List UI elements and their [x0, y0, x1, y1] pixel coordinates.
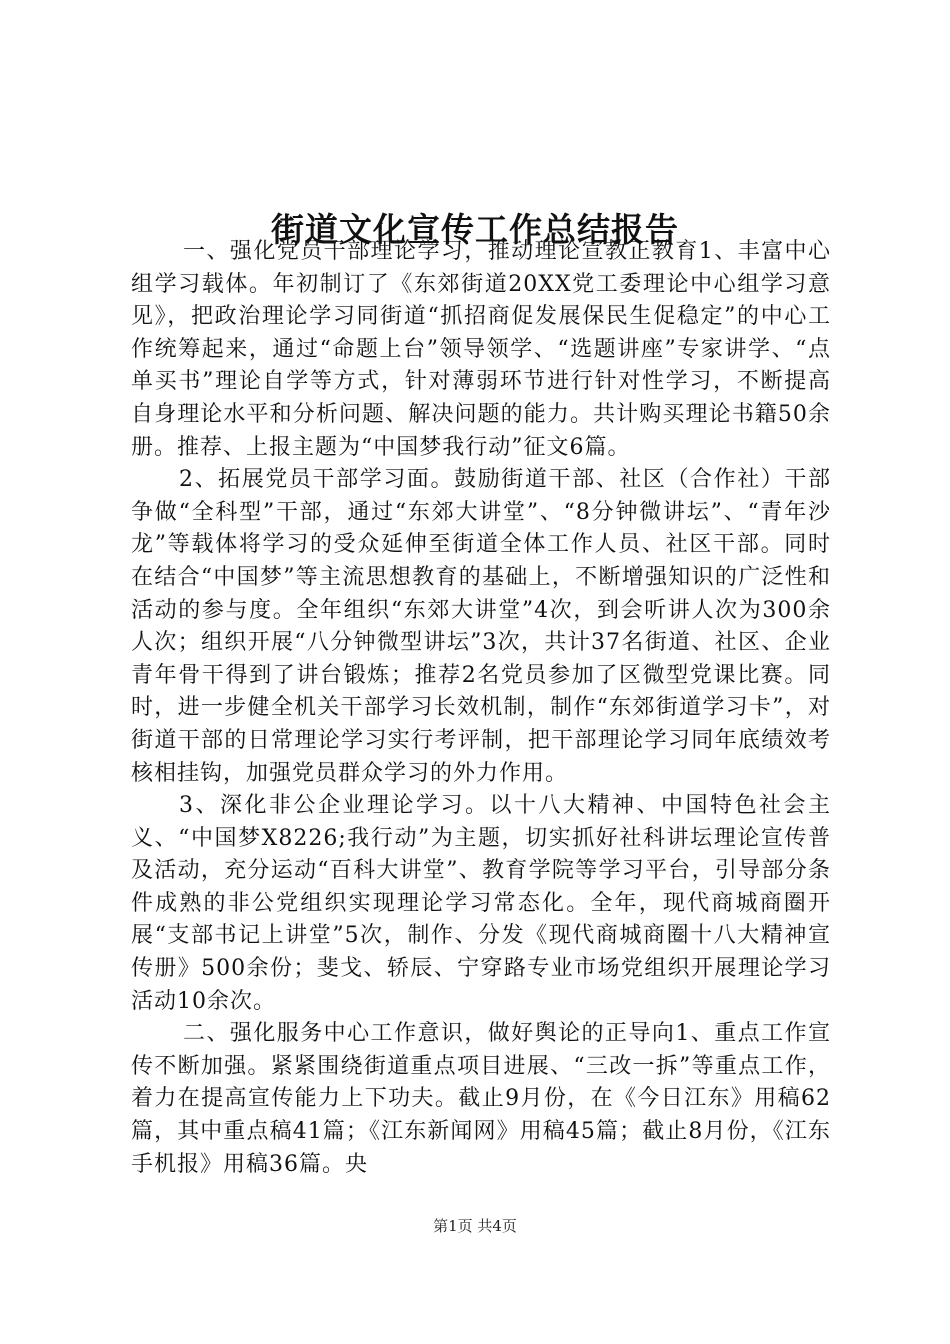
paragraph-item-3: 3、深化非公企业理论学习。以十八大精神、中国特色社会主义、“中国梦X8226;我行动”为主题，切实抓好社科讲坛理论宣传普及活动，充分运动“百科大讲堂”、教育学院等学习平台，引导部分条件成熟的非公党组织实现理论学习常态化。全年，现代商城商圈开展“支部书记上讲堂”5次，制作、分发《现代商城商圈十八大精神宣传册》500余份；斐戈、轿辰、宁穿路专业市场党组织开展理论学习活动10余次。	[131, 793, 831, 1014]
document-body	[131, 236, 831, 1181]
paragraph-section-2: 二、强化服务中心工作意识，做好舆论的正导向1、重点工作宣传不断加强。紧紧围绕街道重点项目进展、“三改一拆”等重点工作，着力在提高宣传能力上下功夫。截止9月份，在《今日江东》用稿62篇，其中重点稿41篇；《江东新闻网》用稿45篇；截止8月份，《江东手机报》用稿36篇。央	[131, 1021, 831, 1177]
page-title: 街道文化宣传工作总结报告	[271, 210, 679, 250]
paragraph-section-1: 一、强化党员干部理论学习，推动理论宣教正教育1、丰富中心组学习载体。年初制订了《东郊街道20XX党工委理论中心组学习意见》，把政治理论学习同街道“抓招商促发展保民生促稳定”的中心工作统筹起来，通过“命题上台”领导领学、“选题讲座”专家讲学、“点单买书”理论自学等方式，针对薄弱环节进行针对性学习，不断提高自身理论水平和分析问题、解决问题的能力。共计购买理论书籍50余册。推荐、上报主题为“中国梦我行动”征文6篇。	[131, 239, 831, 460]
page-footer: 第1页 共4页	[433, 1217, 517, 1235]
paragraph-item-2: 2、拓展党员干部学习面。鼓励街道干部、社区（合作社）干部争做“全科型”干部，通过“东郊大讲堂”、“8分钟微讲坛”、“青年沙龙”等载体将学习的受众延伸至街道全体工作人员、社区干部。同时在结合“中国梦”等主流思想教育的基础上，不断增强知识的广泛性和活动的参与度。全年组织“东郊大讲堂”4次，到会听讲人次为300余人次；组织开展“八分钟微型讲坛”3次，共计37名街道、社区、企业青年骨干得到了讲台锻炼；推荐2名党员参加了区微型党课比赛。同时，进一步健全机关干部学习长效机制，制作“东郊街道学习卡”，对街道干部的日常理论学习实行考评制，把干部理论学习同年底绩效考核相挂钩，加强党员群众学习的外力作用。	[131, 467, 831, 786]
